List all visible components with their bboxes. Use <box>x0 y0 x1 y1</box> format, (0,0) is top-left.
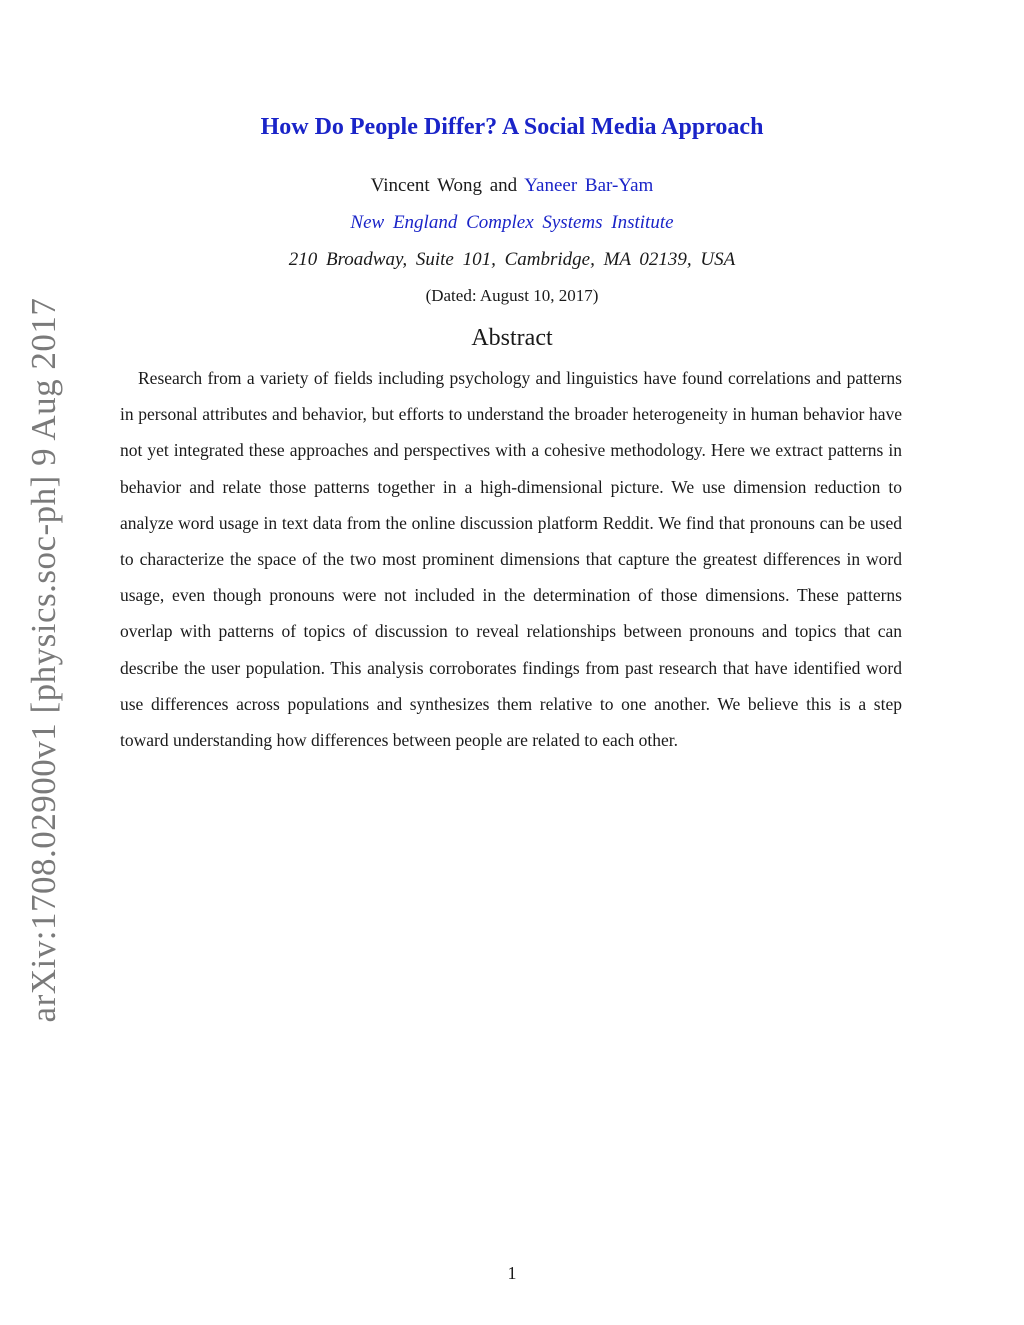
author-yaneer-bar-yam-link[interactable]: Yaneer Bar-Yam <box>524 175 654 196</box>
author-vincent-wong: Vincent Wong <box>370 175 482 196</box>
abstract-heading: Abstract <box>471 325 553 351</box>
abstract-body: Research from a variety of fields including psychology and linguistics have found correlations and patterns in personal attributes and behavior, but efforts to understand the broader heterogeneity in human behavior have not yet integrated these approaches and perspectives with a cohesive methodology. Here we extract patterns in behavior and relate those patterns together in a high-dimensional picture. We use dimension reduction to analyze word usage in text data from the online discussion platform Reddit. We find that pronouns can be used to characterize the space of the two most prominent dimensions that capture the greatest differences in word usage, even though pronouns were not included in the determination of those dimensions. These patterns overlap with patterns of topics of discussion to reveal relationships between pronouns and topics that can describe the user population. This analysis corroborates findings from past research that have identified word use differences across populations and synthesizes them relative to one another. We believe this is a step toward understanding how differences between people are related to each other. <box>120 368 902 751</box>
paper-title[interactable]: How Do People Differ? A Social Media Approach <box>260 114 764 140</box>
arxiv-identifier-stamp: arXiv:1708.02900v1 [physics.soc-ph] 9 Aug 2017 <box>24 297 63 1023</box>
date-line: (Dated: August 10, 2017) <box>425 286 599 305</box>
institution-address: 210 Broadway, Suite 101, Cambridge, MA 02139, USA <box>288 249 736 270</box>
page-number: 1 <box>507 1263 517 1283</box>
author-connector: and <box>489 175 518 196</box>
affiliation-link[interactable]: New England Complex Systems Institute <box>350 212 674 233</box>
author-line <box>0 175 1024 197</box>
